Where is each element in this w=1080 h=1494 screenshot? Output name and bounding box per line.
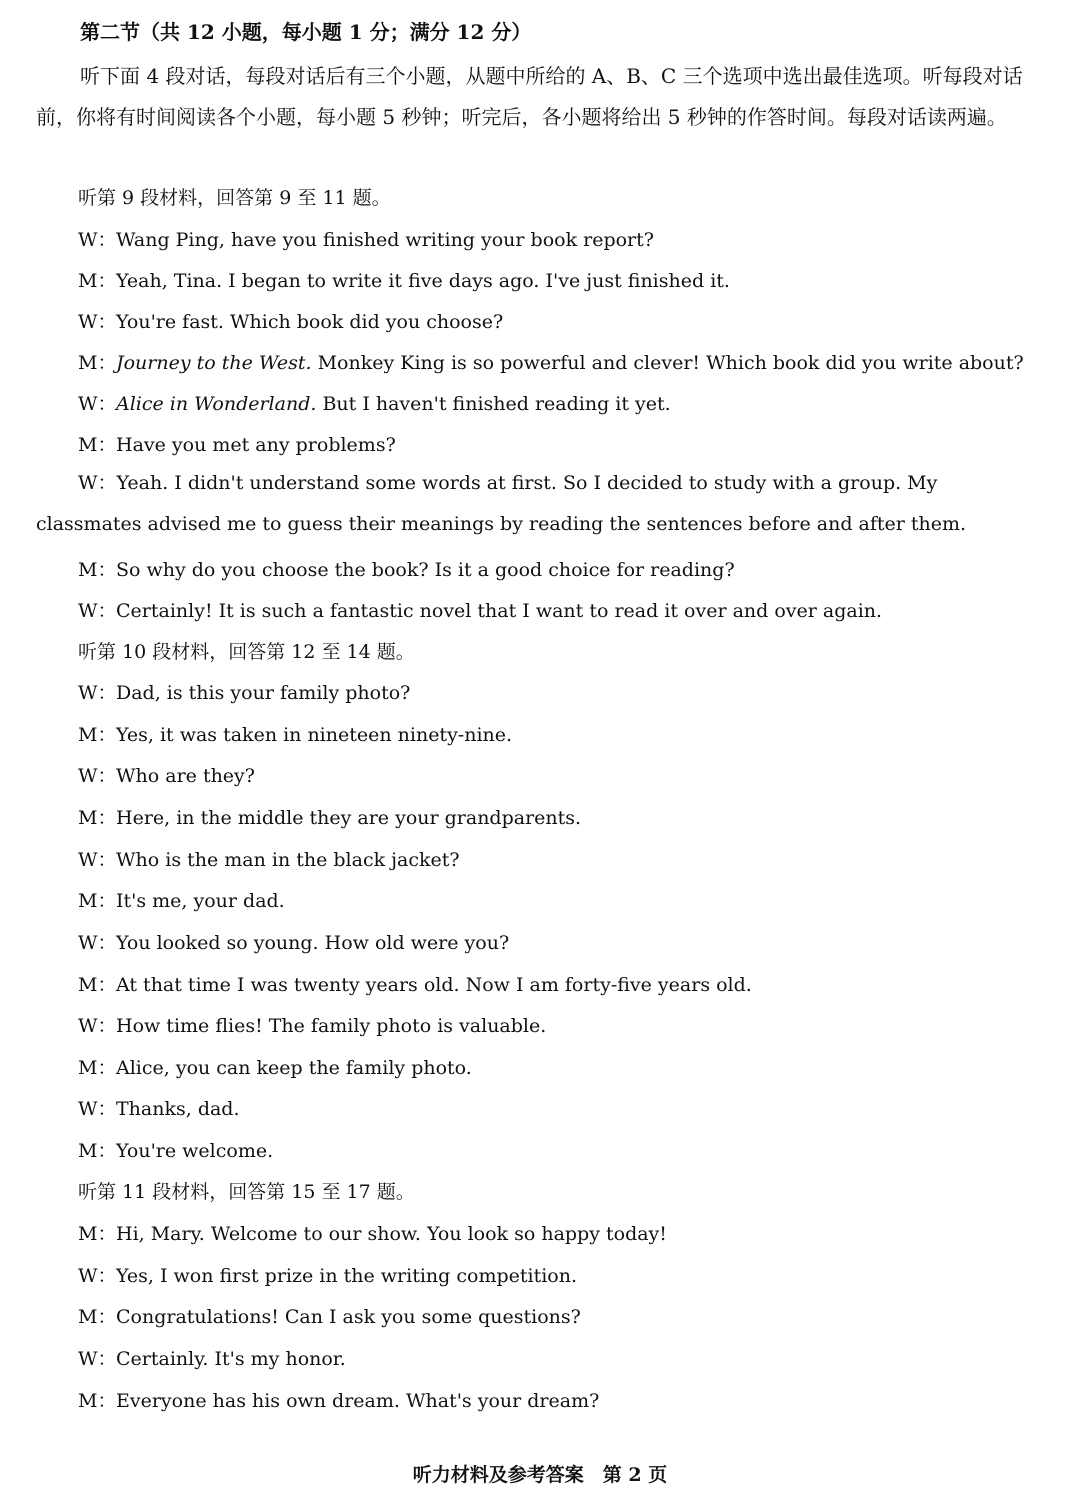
dialog-line bbox=[78, 928, 509, 955]
dialog-10-heading: 听第 10 段材料，回答第 12 至 14 题。 bbox=[78, 641, 415, 663]
line-text: Yeah, Tina. I began to write it five days ago. I've just finished it. bbox=[116, 270, 730, 292]
dialog-line bbox=[78, 1053, 472, 1080]
speaker-label: M： bbox=[78, 559, 117, 581]
dialog-line bbox=[78, 1011, 546, 1038]
line-text: Yeah. I didn't understand some words at first. So I decided to study with a group. My classmates advised me to guess their meanings by reading the sentences before and after them. bbox=[36, 472, 967, 535]
dialog-line bbox=[78, 1302, 581, 1329]
dialog-line bbox=[78, 266, 730, 293]
dialog-line bbox=[78, 1261, 577, 1288]
speaker-label: W： bbox=[78, 932, 117, 954]
dialog-line bbox=[78, 430, 396, 457]
speaker-label: W： bbox=[78, 1348, 117, 1370]
speaker-label: M： bbox=[78, 724, 117, 746]
speaker-label: M： bbox=[78, 890, 117, 912]
line-text: Here, in the middle they are your grandparents. bbox=[116, 807, 582, 829]
speaker-label: W： bbox=[78, 1098, 117, 1120]
book-title: Journey to the West. bbox=[116, 352, 312, 374]
speaker-label: M： bbox=[78, 270, 117, 292]
book-title: Alice in Wonderland. bbox=[116, 393, 317, 415]
dialog-line bbox=[78, 1136, 273, 1163]
dialog-line-wrapped bbox=[36, 463, 1021, 545]
line-text: Alice, you can keep the family photo. bbox=[116, 1057, 472, 1079]
line-text: Yes, I won first prize in the writing competition. bbox=[116, 1265, 578, 1287]
section-instructions: 听下面 4 段对话，每段对话后有三个小题，从题中所给的 A、B、C 三个选项中选出最佳选项。听每段对话前，你将有时间阅读各个小题，每小题 5 秒钟；听完后，各小题将给出 5 秒钟的作答时间。每段对话读两遍。 bbox=[36, 64, 1023, 129]
line-text: You looked so young. How old were you? bbox=[116, 932, 510, 954]
dialog-11-heading: 听第 11 段材料，回答第 15 至 17 题。 bbox=[78, 1181, 415, 1203]
speaker-label: M： bbox=[78, 1140, 117, 1162]
line-text: Who is the man in the black jacket? bbox=[116, 849, 460, 871]
speaker-label: W： bbox=[78, 472, 117, 494]
line-text: Wang Ping, have you finished writing your book report? bbox=[116, 229, 654, 251]
page-footer: 听力材料及参考答案 第 2 页 bbox=[412, 1464, 668, 1486]
line-text: You're welcome. bbox=[116, 1140, 274, 1162]
speaker-label: W： bbox=[78, 229, 117, 251]
line-text: Yes, it was taken in nineteen ninety-nine. bbox=[116, 724, 513, 746]
dialog-line bbox=[78, 1094, 240, 1121]
line-text: It's me, your dad. bbox=[116, 890, 285, 912]
line-text: But I haven't finished reading it yet. bbox=[316, 393, 671, 415]
speaker-label: W： bbox=[78, 682, 117, 704]
dialog-9-heading: 听第 9 段材料，回答第 9 至 11 题。 bbox=[78, 187, 391, 209]
dialog-line bbox=[78, 1386, 599, 1413]
dialog-line bbox=[78, 307, 503, 334]
line-text: Who are they? bbox=[116, 765, 255, 787]
section-title: 第二节（共 12 小题，每小题 1 分；满分 12 分） bbox=[80, 20, 532, 44]
speaker-label: W： bbox=[78, 1015, 117, 1037]
speaker-label: M： bbox=[78, 352, 117, 374]
speaker-label: M： bbox=[78, 434, 117, 456]
dialog-line bbox=[78, 555, 735, 582]
dialog-line bbox=[78, 596, 882, 623]
line-text: Everyone has his own dream. What's your dream? bbox=[116, 1390, 600, 1412]
line-text: Thanks, dad. bbox=[116, 1098, 240, 1120]
line-text: Have you met any problems? bbox=[116, 434, 396, 456]
line-text: You're fast. Which book did you choose? bbox=[116, 311, 504, 333]
speaker-label: W： bbox=[78, 849, 117, 871]
dialog-line bbox=[78, 389, 671, 416]
dialog-line bbox=[78, 678, 410, 705]
speaker-label: W： bbox=[78, 765, 117, 787]
speaker-label: M： bbox=[78, 1390, 117, 1412]
speaker-label: M： bbox=[78, 807, 117, 829]
dialog-line bbox=[78, 1344, 346, 1371]
line-text: So why do you choose the book? Is it a good choice for reading? bbox=[116, 559, 735, 581]
speaker-label: M： bbox=[78, 1223, 117, 1245]
dialog-line bbox=[78, 803, 581, 830]
line-text: Monkey King is so powerful and clever! Which book did you write about? bbox=[311, 352, 1024, 374]
speaker-label: W： bbox=[78, 311, 117, 333]
line-text: How time flies! The family photo is valuable. bbox=[116, 1015, 547, 1037]
line-text: Certainly! It is such a fantastic novel that I want to read it over and over again. bbox=[116, 600, 883, 622]
dialog-line bbox=[78, 886, 285, 913]
speaker-label: W： bbox=[78, 600, 117, 622]
line-text: Dad, is this your family photo? bbox=[116, 682, 411, 704]
speaker-label: M： bbox=[78, 974, 117, 996]
line-text: Certainly. It's my honor. bbox=[116, 1348, 346, 1370]
dialog-line bbox=[78, 761, 255, 788]
speaker-label: W： bbox=[78, 1265, 117, 1287]
dialog-line bbox=[78, 970, 752, 997]
dialog-line bbox=[78, 1219, 667, 1246]
line-text: Hi, Mary. Welcome to our show. You look so happy today! bbox=[116, 1223, 667, 1245]
speaker-label: M： bbox=[78, 1306, 117, 1328]
line-text: Congratulations! Can I ask you some questions? bbox=[116, 1306, 581, 1328]
dialog-line bbox=[78, 720, 512, 747]
speaker-label: M： bbox=[78, 1057, 117, 1079]
speaker-label: W： bbox=[78, 393, 117, 415]
dialog-line bbox=[78, 225, 654, 252]
line-text: At that time I was twenty years old. Now I am forty-five years old. bbox=[116, 974, 752, 996]
dialog-line bbox=[78, 348, 1024, 375]
dialog-line bbox=[78, 845, 460, 872]
